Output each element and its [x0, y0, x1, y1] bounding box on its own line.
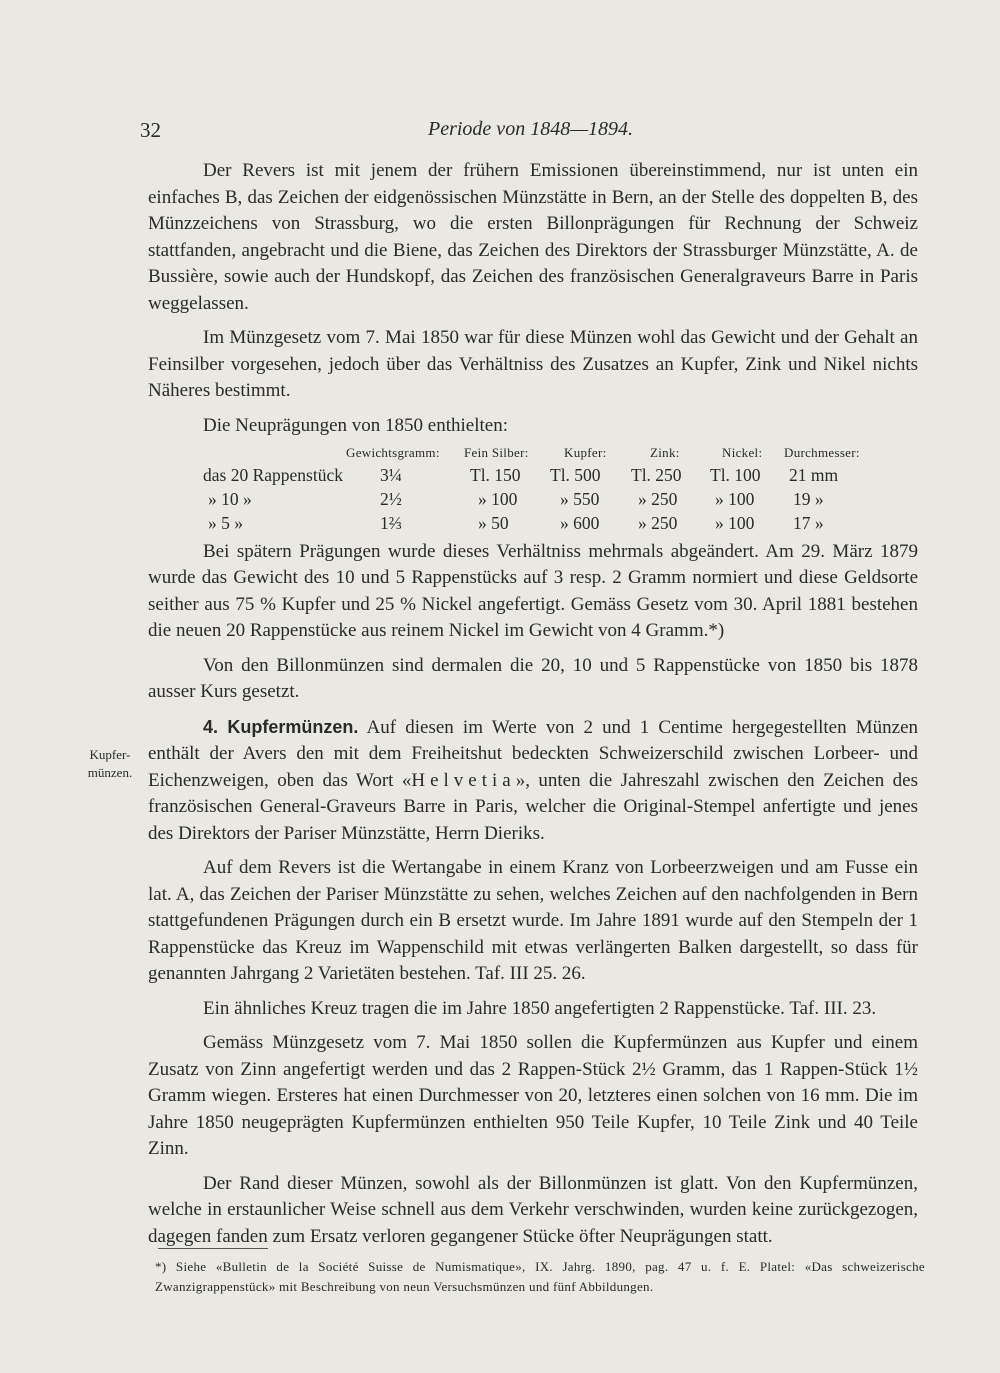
row1-diameter: 21 mm: [789, 464, 839, 485]
row3-nickel: » 100: [715, 512, 755, 533]
row2-label: » 10 »: [208, 488, 252, 509]
row3-zinc: » 250: [638, 512, 678, 533]
paragraph-revers: Der Revers ist mit jenem der frühern Emissionen übereinstimmend, nur ist unten ein einfaches B, das Zeichen der eidgenössischen Münzstätte in Bern, an der Stelle des doppelten B, des Münzzeichens von Strassburg, wo die ersten Billonprägungen für Rechnung der Schweiz stattfanden, angebracht und die Biene, das Zeichen des Direktors der Strassburger Münzstätte, A. de Bussière, sowie auch der Hundskopf, das Zeichen des französischen Generalgraveurs Barre in Paris weggelassen.: [148, 160, 918, 314]
paragraph-muenzgesetz-kupfer: Gemäss Münzgesetz vom 7. Mai 1850 sollen die Kupfermünzen aus Kupfer und einem Zusatz von Zinn angefertigt werden und das 2 Rappen-Stück 2½ Gramm, das 1 Rappen-Stück 1½ Gramm wiegen. Ersteres hat einen Durchmesser von 20, letzteres einen solchen von 16 mm. Die im Jahre 1850 neugeprägten Kupfermünzen enthielten 950 Teile Kupfer, 10 Teile Zink und 40 Teile Zinn.: [148, 1032, 918, 1159]
row1-zinc: Tl. 250: [631, 464, 682, 485]
paragraph-ausser-kurs: Von den Billonmünzen sind dermalen die 20, 10 und 5 Rappenstücke von 1850 bis 1878 ausser Kurs gesetzt.: [148, 654, 918, 702]
page-number: 32: [140, 118, 161, 142]
alloy-table: [148, 445, 918, 533]
row1-silver: Tl. 150: [470, 464, 521, 485]
paragraph-rand: Der Rand dieser Münzen, sowohl als der Billonmünzen ist glatt. Von den Kupfermünzen, welche in erstaunlicher Weise schnell aus dem Verkehr verschwinden, wurden keine zurückgezogen, dagegen fanden zum Ersatz verloren gegangener Stücke öfter Neuprägungen statt.: [148, 1172, 918, 1247]
paragraph-muenzgesetz: Im Münzgesetz vom 7. Mai 1850 war für diese Münzen wohl das Gewicht und der Gehalt an Feinsilber vorgesehen, jedoch über das Verhältniss des Zusatzes an Kupfer, Zink und Nikel nichts Näheres bestimmt.: [148, 327, 918, 401]
header-nickel: Nickel:: [722, 444, 763, 460]
paragraph-kreuz: Ein ähnliches Kreuz tragen die im Jahre 1850 angefertigten 2 Rappenstücke. Taf. III. 23.: [203, 997, 877, 1019]
row2-diameter: 19 »: [793, 488, 824, 509]
row3-silver: » 50: [478, 512, 509, 533]
row1-label: das 20 Rappenstück: [203, 464, 343, 485]
row1-copper: Tl. 500: [550, 464, 601, 485]
body-text: [148, 158, 918, 1258]
header-weight: Gewichtsgramm:: [346, 444, 440, 460]
table-intro: Die Neuprägungen von 1850 enthielten:: [203, 414, 508, 436]
section-heading: 4. Kupfermünzen.: [203, 716, 359, 737]
page-header: [140, 118, 920, 148]
running-title: Periode von 1848—1894.: [428, 118, 633, 140]
paragraph-kupfermuenzen: [148, 714, 918, 848]
footnote-divider: [158, 1248, 268, 1249]
header-zinc: Zink:: [650, 444, 680, 460]
footnote-text: *) Siehe «Bulletin de la Société Suisse de Numismatique», IX. Jahrg. 1890, pag. 47 u. f. E. Platel: «Das schweizerische Zwanzigrappenstück» mit Beschreibung von neun Versuchsmünzen und fünf Abbildungen.: [155, 1259, 925, 1294]
header-diameter: Durchmesser:: [784, 444, 860, 460]
row2-silver: » 100: [478, 488, 518, 509]
header-copper: Kupfer:: [564, 444, 607, 460]
header-silver: Fein Silber:: [464, 444, 529, 460]
paragraph-kupfermuenzen-text-b: », unten die Jahreszahl zwischen den Zeichen des französischen General-Graveurs Barre in Paris, welcher die Original-Stempel anfertigte und jenes des Direktors der Pariser Münzstätte, Herrn Dieriks.: [148, 769, 918, 844]
margin-note: Kupfer-münzen.: [87, 747, 133, 780]
helvetia-word: Helvetia: [411, 769, 516, 791]
row3-copper: » 600: [560, 512, 600, 533]
row2-weight: 2½: [380, 488, 402, 509]
row2-nickel: » 100: [715, 488, 755, 509]
row3-weight: 1⅔: [380, 512, 402, 533]
row2-copper: » 550: [560, 488, 600, 509]
row2-zinc: » 250: [638, 488, 678, 509]
row3-diameter: 17 »: [793, 512, 824, 533]
row1-nickel: Tl. 100: [710, 464, 761, 485]
paragraph-spaetere-praegungen: Bei spätern Prägungen wurde dieses Verhältniss mehrmals abgeändert. Am 29. März 1879 wurde das Gewicht des 10 und 5 Rappenstücks auf 3 resp. 2 Gramm normiert und diese Geldsorte seither aus 75 % Kupfer und 25 % Nickel angefertigt. Gemäss Gesetz vom 30. April 1881 bestehen die neuen 20 Rappenstücke aus reinem Nickel im Gewicht von 4 Gramm.*): [148, 540, 918, 641]
row1-weight: 3¼: [380, 464, 402, 485]
footnote: [155, 1257, 925, 1297]
paragraph-revers-kupfer: Auf dem Revers ist die Wertangabe in einem Kranz von Lorbeerzweigen und am Fusse ein lat. A, das Zeichen der Pariser Münzstätte zu sehen, welches Zeichen auf den nachfolgenden in Bern stattgefundenen Prägungen durch ein B ersetzt wurde. Im Jahre 1891 wurde auf den Stempeln der 1 Rappenstücke das Kreuz im Wappenschild mit etwas verlängerten Balken dargestellt, so dass für genannten Jahrgang 2 Varietäten bestehen. Taf. III 25. 26.: [148, 857, 918, 984]
row3-label: » 5 »: [208, 512, 243, 533]
paragraph-kupfermuenzen-text-a: Auf diesen im Werte von 2 und 1 Centime hergegestellten Münzen enthält der Avers den mit dem Freiheitshut bedeckten Schweizerschild zwischen Lorbeer- und Eichenzweigen, oben das Wort «: [148, 716, 919, 791]
